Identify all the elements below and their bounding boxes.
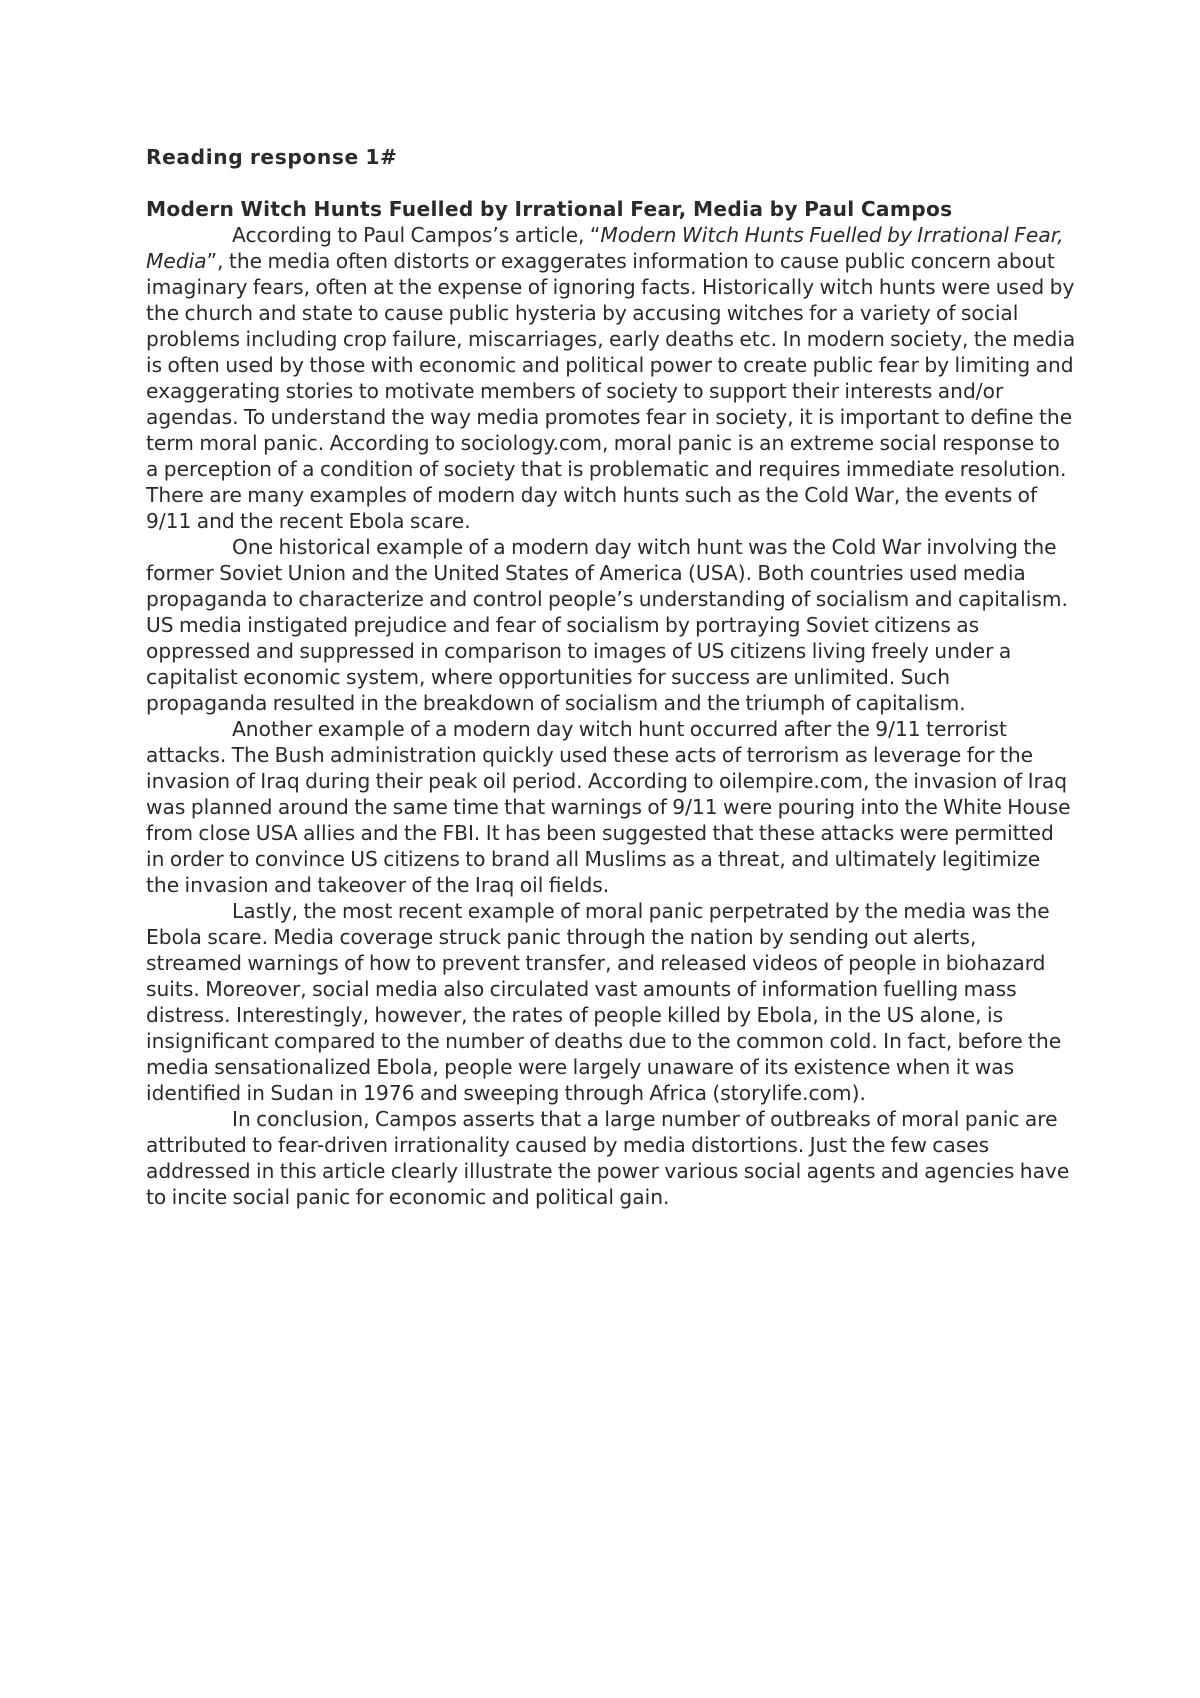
- paragraph-cold-war: One historical example of a modern day witch hunt was the Cold War involving the former Soviet Union and the United States of America (USA). Both countries used media propaganda to characterize and control people’s understanding of socialism and capitalism. US media instigated prejudice and fear of socialism by portraying Soviet citizens as oppressed and suppressed in comparison to images of US citizens living freely under a capitalist economic system, where opportunities for success are unlimited. Such propaganda resulted in the breakdown of socialism and the triumph of capitalism.: [146, 535, 1068, 715]
- response-heading: Reading response 1#: [146, 145, 398, 169]
- paragraph-intro: [146, 222, 1076, 534]
- paragraph-conclusion: In conclusion, Campos asserts that a large number of outbreaks of moral panic are attributed to fear-driven irrationality caused by media distortions. Just the few cases addressed in this article clearly illustrate the power various social agents and agencies have to incite social panic for economic and political gain.: [146, 1107, 1070, 1209]
- paragraph-ebola: Lastly, the most recent example of moral panic perpetrated by the media was the Ebola scare. Media coverage struck panic through the nation by sending out alerts, streamed warnings of how to prevent transfer, and released videos of people in biohazard suits. Moreover, social media also circulated vast amounts of information fuelling mass distress. Interestingly, however, the rates of people killed by Ebola, in the US alone, is insignificant compared to the number of deaths due to the common cold. In fact, before the media sensationalized Ebola, people were largely unaware of its existence when it was identified in Sudan in 1976 and sweeping through Africa (storylife.com).: [146, 899, 1062, 1105]
- spacer: [146, 170, 1076, 196]
- intro-text-start: According to Paul Campos’s article, “: [232, 223, 601, 247]
- paragraph-9-11: Another example of a modern day witch hunt occurred after the 9/11 terrorist attacks. The Bush administration quickly used these acts of terrorism as leverage for the invasion of Iraq during their peak oil period. According to oilempire.com, the invasion of Iraq was planned around the same time that warnings of 9/11 were pouring into the White House from close USA allies and the FBI. It has been suggested that these attacks were permitted in order to convince US citizens to brand all Muslims as a threat, and ultimately legitimize the invasion and takeover of the Iraq oil fields.: [146, 717, 1071, 897]
- document-body: [146, 144, 1076, 1210]
- intro-text-rest: ”, the media often distorts or exaggerates information to cause public concern about imaginary fears, often at the expense of ignoring facts. Historically witch hunts were used by the church and state to cause public hysteria by accusing witches for a variety of social problems including crop failure, miscarriages, early deaths etc. In modern society, the media is often used by those with economic and political power to create public fear by limiting and exaggerating stories to motivate members of society to support their interests and/or agendas. To understand the way media promotes fear in society, it is important to define the term moral panic. According to sociology.com, moral panic is an extreme social response to a perception of a condition of society that is problematic and requires immediate resolution. There are many examples of modern day witch hunts such as the Cold War, the events of 9/11 and the recent Ebola scare.: [146, 249, 1076, 533]
- intro-article-title-italic: Modern Witch Hunts Fuelled by Irrational Fear, Media: [146, 223, 1064, 273]
- article-title: Modern Witch Hunts Fuelled by Irrational Fear, Media by Paul Campos: [146, 197, 953, 221]
